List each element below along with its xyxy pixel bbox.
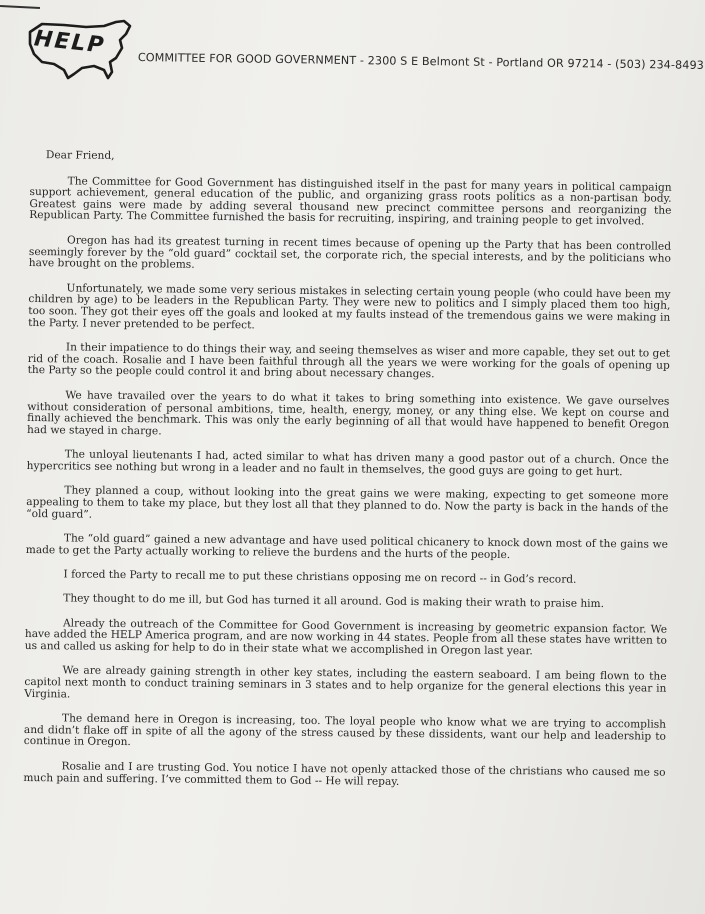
paragraph: Oregon has had its greatest turning in recent times because of opening up the Party that has been controlled seemingly forever by the “old guard” cocktail set, the corporate rich, the special interests, and by the politicians who have brought on the problems. [28, 234, 672, 271]
paragraph: We have travailed over the years to do what it takes to bring something into existence. We gave ourselves without consideration of personal ambitions, time, health, energy, money, or any thing else. We kept on course and finally achieved the benchmark. This was only the early beginning of all that would have happened to benefit Oregon had we stayed in charge. [27, 389, 670, 438]
paragraph: They planned a coup, without looking into the great gains we were making, expecting to get someone more appealing to them to take my place, but they lost all that they planned to do. Now the party is back in the hands of the “old guard”. [26, 484, 669, 521]
logo-text: HELP [32, 26, 107, 59]
paragraph: Already the outreach of the Committee for Good Government is increasing by geometric expansion factor. We have added the HELP America program, and are now working in 44 states. People from all these states have written to us and called us asking for help to do in their state what we accomplished in Oregon last year. [24, 616, 668, 658]
paragraph: Unfortunately, we made some very serious mistakes in selecting certain young people (who could have been my children by age) to be leaders in the Republican Party. They were new to politics and I simply placed them too high, too soon. They got their eyes off the goals and looked at my faults instead of the tremendous gains we were making in the Party. I never pretended to be perfect. [28, 282, 671, 331]
paragraph: Rosalie and I are trusting God. You notice I have not openly attacked those of the christians who caused me so much pain and suffering. I’ve committed them to God -- He will repay. [23, 760, 666, 788]
paragraph: In their impatience to do things their way, and seeing themselves as wiser and more capable, they set out to get rid of the coach. Rosalie and I have been faithful through all the years we were working for the goals of opening up the Party so the people could control it and bring about necessary changes. [27, 341, 670, 381]
paragraph: The unloyal lieutenants I had, acted similar to what has driven many a good pastor out of a church. Once the hypercritics see nothing but wrong in a leader and no fault in themselves, the good guys are going to get hurt. [26, 448, 669, 479]
paragraph: We are already gaining strength in other key states, including the eastern seaboard. I am being flown to the capitol next month to conduct training seminars in 3 states and to help organize for the general elections this year in Virginia. [24, 664, 667, 701]
letter-body [23, 150, 672, 804]
paragraph: The demand here in Oregon is increasing, too. The loyal people who know what we are trying to accomplish and didn’t flake off in spite of all the agony of the stress caused by these dissidents, want our help and leadership to continue in Oregon. [23, 712, 667, 749]
paragraph: They thought to do me ill, but God has turned it all around. God is making their wrath to praise him. [63, 592, 605, 611]
paragraph: The “old guard” gained a new advantage and have used political chicanery to knock down most of the gains we made to get the Party actually working to relieve the burdens and the hurts of the people. [25, 532, 668, 561]
paragraph: The Committee for Good Government has distinguished itself in the past for many years in political campaign support achievement, general education of the public, and organizing grass roots politics as a non-partisan body. Greatest gains were made by adding several thousand new precinct committee persons and reorganizing the Republican Party. The Committee furnished the basis for recruiting, inspiring, and training people to get involved. [29, 174, 672, 228]
corner-pen-mark [0, 5, 40, 9]
letterhead-address: COMMITTEE FOR GOOD GOVERNMENT - 2300 S E Belmont St - Portland OR 97214 - (503) 234-8493 [137, 51, 705, 72]
greeting: Dear Friend, [45, 149, 115, 162]
paragraph: I forced the Party to recall me to put these christians opposing me on record -- in God’s record. [63, 568, 577, 587]
